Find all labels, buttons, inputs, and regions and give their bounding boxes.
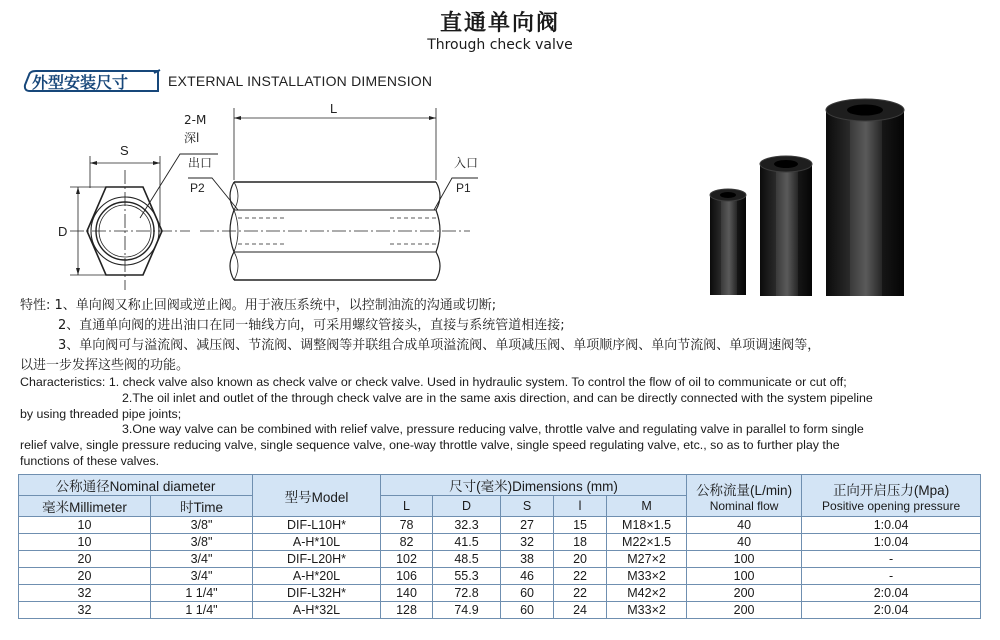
cell-L: 140 — [381, 585, 433, 602]
cell-pressure: 2:0.04 — [802, 602, 981, 619]
cell-mm: 20 — [19, 568, 151, 585]
cell-flow: 40 — [687, 517, 802, 534]
cell-inch: 3/4" — [151, 551, 253, 568]
dimension-drawing — [50, 100, 500, 292]
cell-inch: 3/8" — [151, 517, 253, 534]
valve-large-icon — [826, 99, 904, 296]
cell-l: 22 — [554, 585, 607, 602]
table-row — [19, 551, 981, 568]
valve-small-icon — [710, 189, 746, 295]
cell-model: A-H*20L — [253, 568, 381, 585]
header-m-thread: M — [607, 496, 687, 517]
cell-M: M42×2 — [607, 585, 687, 602]
table-row — [19, 585, 981, 602]
label-l: L — [330, 101, 338, 116]
table-row — [19, 602, 981, 619]
cell-inch: 3/8" — [151, 534, 253, 551]
cell-pressure: - — [802, 568, 981, 585]
cell-L: 128 — [381, 602, 433, 619]
characteristic-line-4: 3.One way valve can be combined with relief valve, pressure reducing valve, throttle valve and regulating valve in parallel to form single — [122, 422, 864, 437]
cell-mm: 10 — [19, 534, 151, 551]
header-dimensions: 尺寸(毫米)Dimensions (mm) — [381, 475, 687, 496]
product-photo — [700, 98, 990, 296]
cell-flow: 200 — [687, 602, 802, 619]
cell-M: M22×1.5 — [607, 534, 687, 551]
header-flow-cn: 公称流量(L/min) — [696, 482, 793, 498]
feature-line-4: 以进一步发挥这些阀的功能。 — [20, 358, 190, 373]
page-title: 直通单向阀 — [439, 11, 560, 36]
table-row — [19, 568, 981, 585]
characteristic-line-3: by using threaded pipe joints; — [20, 406, 182, 421]
header-s-width: S — [501, 496, 554, 517]
cell-flow: 40 — [687, 534, 802, 551]
header-flow-en: Nominal flow — [709, 498, 779, 513]
cell-D: 74.9 — [433, 602, 501, 619]
cell-flow: 100 — [687, 551, 802, 568]
cell-inch: 3/4" — [151, 568, 253, 585]
cell-M: M27×2 — [607, 551, 687, 568]
header-d-diameter: D — [433, 496, 501, 517]
section-header — [22, 68, 432, 94]
cell-mm: 32 — [19, 585, 151, 602]
cell-flow: 100 — [687, 568, 802, 585]
header-pressure-cn: 正向开启压力(Mpa) — [832, 482, 950, 498]
header-pressure-en: Positive opening pressure — [822, 498, 961, 513]
label-2m: 2-M — [184, 113, 207, 127]
page-subtitle: Through check valve — [427, 37, 573, 53]
cell-L: 102 — [381, 551, 433, 568]
table-row — [19, 534, 981, 551]
section-label-cn: 外型安装尺寸 — [32, 73, 129, 92]
cell-D: 32.3 — [433, 517, 501, 534]
cell-mm: 10 — [19, 517, 151, 534]
characteristic-line-2: 2.The oil inlet and outlet of the through check valve are in the same axis direction, and can be directly connected with the system pipeline — [122, 390, 873, 405]
header-nominal-diameter: 公称通径Nominal diameter — [19, 475, 253, 496]
cell-M: M33×2 — [607, 568, 687, 585]
header-model: 型号Model — [253, 475, 381, 517]
valve-medium-icon — [760, 156, 812, 296]
cell-pressure: 1:0.04 — [802, 534, 981, 551]
characteristic-line-5: relief valve, single pressure reducing valve, single sequence valve, one-way throttle valve, single speed regulating valve, etc., so as to further play the — [20, 438, 840, 453]
cell-model: A-H*32L — [253, 602, 381, 619]
cell-pressure: 2:0.04 — [802, 585, 981, 602]
section-label-en: EXTERNAL INSTALLATION DIMENSION — [168, 73, 433, 89]
cell-model: A-H*10L — [253, 534, 381, 551]
cell-S: 27 — [501, 517, 554, 534]
cell-l: 20 — [554, 551, 607, 568]
label-p1: P1 — [456, 181, 471, 195]
header-l-depth: l — [554, 496, 607, 517]
spec-table — [18, 474, 981, 619]
cell-S: 46 — [501, 568, 554, 585]
label-inlet: 入口 — [454, 156, 479, 170]
cell-M: M18×1.5 — [607, 517, 687, 534]
cell-M: M33×2 — [607, 602, 687, 619]
cell-model: DIF-L10H* — [253, 517, 381, 534]
label-p2: P2 — [190, 181, 205, 195]
header-pressure — [802, 475, 981, 517]
table-row — [19, 517, 981, 534]
cell-pressure: 1:0.04 — [802, 517, 981, 534]
cell-l: 15 — [554, 517, 607, 534]
cell-L: 78 — [381, 517, 433, 534]
features-cn — [20, 296, 990, 376]
header-time: 时Time — [151, 496, 253, 517]
cell-flow: 200 — [687, 585, 802, 602]
characteristic-line-1: Characteristics: 1. check valve also known as check valve or check valve. Used in hydraulic system. To control the flow of oil to communicate or cut off; — [20, 375, 847, 389]
characteristics-en — [20, 375, 985, 470]
cell-l: 18 — [554, 534, 607, 551]
cell-S: 60 — [501, 602, 554, 619]
cell-inch: 1 1/4" — [151, 602, 253, 619]
cell-D: 41.5 — [433, 534, 501, 551]
feature-line-3: 3、单向阀可与溢流阀、减压阀、节流阀、调整阀等并联组合成单项溢流阀、单项减压阀、单项顺序阀、单向节流阀、单项调速阀等， — [58, 338, 821, 353]
cell-l: 22 — [554, 568, 607, 585]
cell-l: 24 — [554, 602, 607, 619]
cell-S: 32 — [501, 534, 554, 551]
label-outlet: 出口 — [188, 156, 213, 170]
cell-mm: 20 — [19, 551, 151, 568]
cell-pressure: - — [802, 551, 981, 568]
cell-S: 60 — [501, 585, 554, 602]
cell-L: 106 — [381, 568, 433, 585]
label-d: D — [58, 224, 68, 239]
cell-D: 72.8 — [433, 585, 501, 602]
characteristic-line-6: functions of these valves. — [20, 453, 160, 468]
header-millimeter: 毫米Millimeter — [19, 496, 151, 517]
section-badge — [22, 69, 162, 93]
cell-S: 38 — [501, 551, 554, 568]
cell-L: 82 — [381, 534, 433, 551]
header-l-length: L — [381, 496, 433, 517]
cell-inch: 1 1/4" — [151, 585, 253, 602]
cell-model: DIF-L32H* — [253, 585, 381, 602]
header-flow — [687, 475, 802, 517]
cell-D: 55.3 — [433, 568, 501, 585]
cell-D: 48.5 — [433, 551, 501, 568]
cell-model: DIF-L20H* — [253, 551, 381, 568]
cell-mm: 32 — [19, 602, 151, 619]
feature-line-1: 特性: 1、单向阀又称止回阀或逆止阀。用于液压系统中，以控制油流的沟通或切断; — [20, 298, 497, 313]
label-s: S — [120, 143, 129, 158]
feature-line-2: 2、直通单向阀的进出油口在同一轴线方向，可采用螺纹管接头，直接与系统管道相连接; — [58, 318, 565, 333]
label-depth: 深l — [184, 131, 200, 145]
